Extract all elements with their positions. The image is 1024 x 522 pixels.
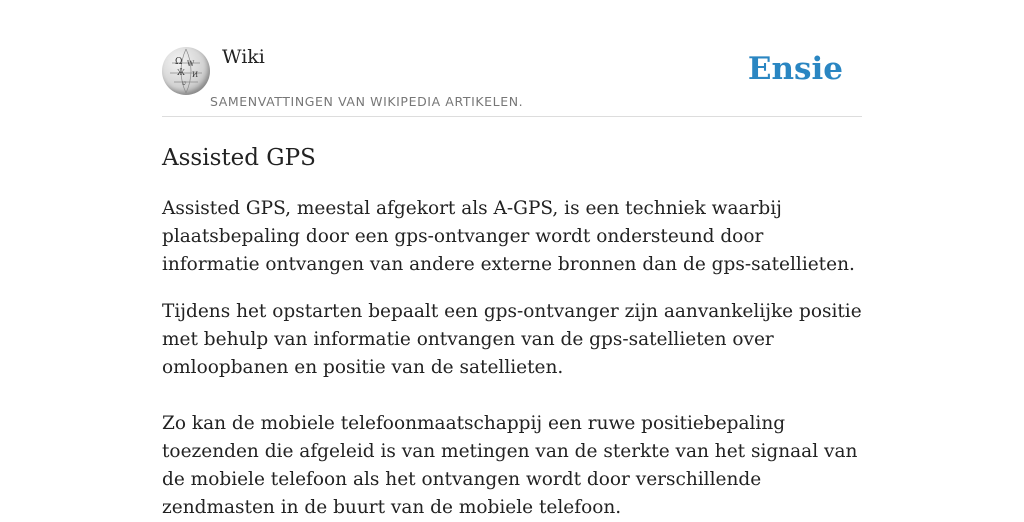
svg-text:И: И bbox=[192, 71, 199, 79]
svg-text:Ӝ: Ӝ bbox=[177, 69, 185, 77]
page bbox=[162, 0, 862, 522]
article-title: Assisted GPS bbox=[162, 145, 316, 171]
wikipedia-globe-icon[interactable] bbox=[162, 47, 210, 95]
site-label[interactable]: Wiki bbox=[222, 46, 265, 68]
svg-text:W: W bbox=[187, 60, 195, 68]
article-paragraph: Tijdens het opstarten bepaalt een gps-ontvanger zijn aanvankelijke positie met behulp van informatie ontvangen van de gps-satellieten over omloopbanen en positie van de satellieten. bbox=[162, 301, 862, 378]
article-content bbox=[162, 143, 862, 522]
site-header bbox=[162, 0, 862, 117]
brand-logo-link[interactable]: Ensie bbox=[747, 51, 843, 87]
site-tagline: SAMENVATTINGEN VAN WIKIPEDIA ARTIKELEN. bbox=[210, 94, 524, 109]
svg-text:ש: ש bbox=[182, 80, 187, 87]
article-paragraph: Assisted GPS, meestal afgekort als A-GPS, is een techniek waarbij plaatsbepaling door een gps-ontvanger wordt ondersteund door informatie ontvangen van andere externe bronnen dan de gps-satellieten. bbox=[162, 198, 855, 275]
article-paragraph: Zo kan de mobiele telefoonmaatschappij een ruwe positiebepaling toezenden die afgeleid is van metingen van de sterkte van het signaal van de mobiele telefoon als het ontvangen wordt door verschillende zendmasten in de buurt van de mobiele telefoon. bbox=[162, 413, 858, 518]
svg-text:Ω: Ω bbox=[175, 57, 183, 67]
